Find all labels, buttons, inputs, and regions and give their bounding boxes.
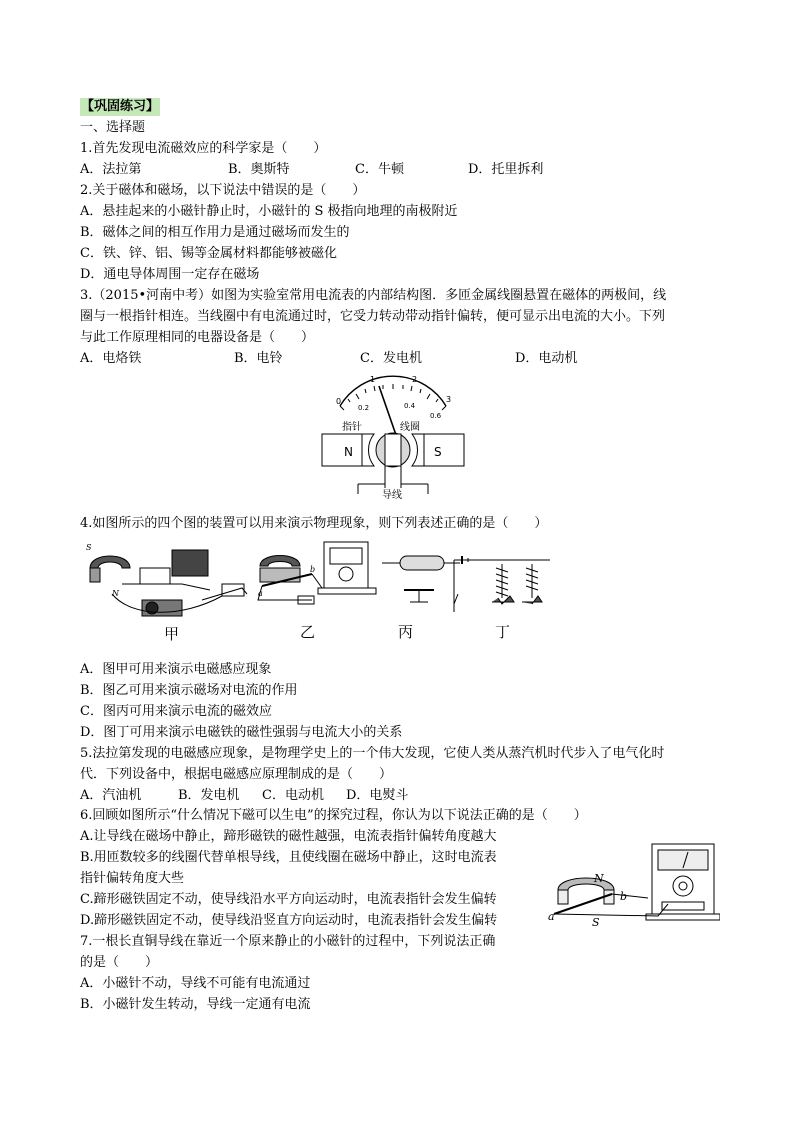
wire-label: 导线 (382, 490, 402, 501)
south-pole-label: S (434, 445, 442, 459)
q4-option-a[interactable]: A．图甲可用来演示电磁感应现象 (80, 662, 272, 677)
scale-label-2: 2 (412, 375, 418, 384)
q3-option-a[interactable]: A．电烙铁 (80, 351, 142, 366)
q6-fig-b-label: b (620, 890, 628, 903)
q4-option-d[interactable]: D．图丁可用来演示电磁铁的磁性强弱与电流大小的关系 (80, 725, 403, 740)
q4-fig-s-label: S (86, 543, 92, 552)
q1-option-c[interactable]: C．牛顿 (355, 162, 404, 177)
section-title: 【巩固练习】 (81, 99, 160, 114)
caption-bing: 丙 (398, 623, 414, 641)
q5-stem-line-1: 5.法拉第发现的电磁感应现象，是物理学史上的一个伟大发现，它使人类从蒸汽机时代步入了电气化时 (80, 746, 665, 761)
q5-option-c[interactable]: C．电动机 (262, 788, 324, 803)
scale-sub-label-02: 0.2 (358, 404, 370, 412)
caption-yi: 乙 (300, 623, 316, 641)
q7-stem-line-2: 的是（ ） (80, 955, 159, 970)
q7-stem-line-1: 7.一根长直铜导线在靠近一个原来静止的小磁针的过程中，下列说法正确 (80, 934, 496, 949)
scale-sub-label-06: 0.6 (430, 412, 442, 420)
q6-fig-n-label: N (594, 872, 604, 885)
q2-option-c[interactable]: C．铁、锌、铝、锡等金属材料都能够被磁化 (80, 246, 337, 261)
q1-option-d[interactable]: D．托里拆利 (468, 162, 544, 177)
q2-option-b[interactable]: B．磁体之间的相互作用力是通过磁场而发生的 (80, 225, 350, 240)
part-heading: 一、选择题 (80, 120, 146, 135)
q7-option-b[interactable]: B．小磁针发生转动，导线一定通有电流 (80, 997, 311, 1012)
q2-option-a[interactable]: A．悬挂起来的小磁针静止时，小磁针的 S 极指向地理的南极附近 (80, 204, 458, 219)
ammeter-structure-figure (318, 372, 468, 504)
q3-option-c[interactable]: C．发电机 (360, 351, 422, 366)
pointer-label: 指针 (342, 422, 362, 433)
q5-option-d[interactable]: D．电熨斗 (346, 788, 409, 803)
q3-option-b[interactable]: B．电铃 (234, 351, 283, 366)
q7-option-a[interactable]: A．小磁针不动，导线不可能有电流通过 (80, 976, 311, 991)
caption-ding: 丁 (495, 623, 511, 641)
q6-fig-s-label: S (592, 916, 600, 929)
north-pole-label: N (344, 445, 353, 459)
q3-stem-line-2: 圈与一根指针相连。当线圈中有电流通过时，它受力转动带动指针偏转，便可显示出电流的大小。下列 (80, 309, 666, 324)
q1-option-b[interactable]: B．奥斯特 (228, 162, 290, 177)
q5-option-b[interactable]: B．发电机 (178, 788, 240, 803)
q3-stem-line-1: 3.（2015•河南中考）如图为实验室常用电流表的内部结构图．多匝金属线圈悬置在磁体的两极间，线 (80, 288, 667, 303)
q2-option-d[interactable]: D．通电导体周围一定存在磁场 (80, 267, 260, 282)
scale-sub-label-04: 0.4 (404, 402, 416, 410)
q4-stem: 4.如图所示的四个图的装置可以用来演示物理现象，则下列表述正确的是（ ） (80, 516, 548, 531)
scale-label-1: 1 (370, 375, 376, 384)
q5-option-a[interactable]: A．汽油机 (80, 788, 142, 803)
coil-label: 线圈 (400, 422, 420, 433)
q6-induction-figure (548, 838, 720, 930)
q6-option-b-cont: 指针偏转角度大些 (80, 871, 185, 886)
q3-stem-line-3: 与此工作原理相同的电器设备是（ ） (80, 330, 315, 345)
caption-jia: 甲 (164, 625, 180, 643)
q4-option-b[interactable]: B．图乙可用来演示磁场对电流的作用 (80, 683, 298, 698)
q4-option-c[interactable]: C．图丙可用来演示电流的磁效应 (80, 704, 272, 719)
scale-label-0: 0 (336, 397, 342, 406)
q4-fig-n-label: N (112, 589, 119, 598)
q4-four-apparatus-figure (82, 538, 552, 640)
q3-option-d[interactable]: D．电动机 (515, 351, 578, 366)
q6-stem: 6.回顾如图所示“什么情况下磁可以生电”的探究过程，你认为以下说法正确的是（ ） (80, 808, 587, 823)
q6-option-d[interactable]: D.蹄形磁铁固定不动，使导线沿竖直方向运动时，电流表指针会发生偏转 (80, 913, 498, 928)
q6-option-c[interactable]: C.蹄形磁铁固定不动，使导线沿水平方向运动时，电流表指针会发生偏转 (80, 892, 497, 907)
q6-fig-a-label: a (548, 910, 555, 923)
q4-fig-a-label: a (258, 589, 263, 598)
scale-label-3: 3 (446, 395, 452, 404)
q6-option-b[interactable]: B.用匝数较多的线圈代替单根导线，且使线圈在磁场中静止，这时电流表 (80, 850, 497, 865)
q2-stem: 2.关于磁体和磁场，以下说法中错误的是（ ） (80, 183, 366, 198)
q1-option-a[interactable]: A．法拉第 (80, 162, 142, 177)
q4-fig-b-label: b (310, 565, 316, 574)
q6-option-a[interactable]: A.让导线在磁场中静止，蹄形磁铁的磁性越强，电流表指针偏转角度越大 (80, 829, 497, 844)
q1-stem: 1.首先发现电流磁效应的科学家是（ ） (80, 141, 327, 156)
q5-stem-line-2: 代．下列设备中，根据电磁感应原理制成的是（ ） (80, 767, 393, 782)
